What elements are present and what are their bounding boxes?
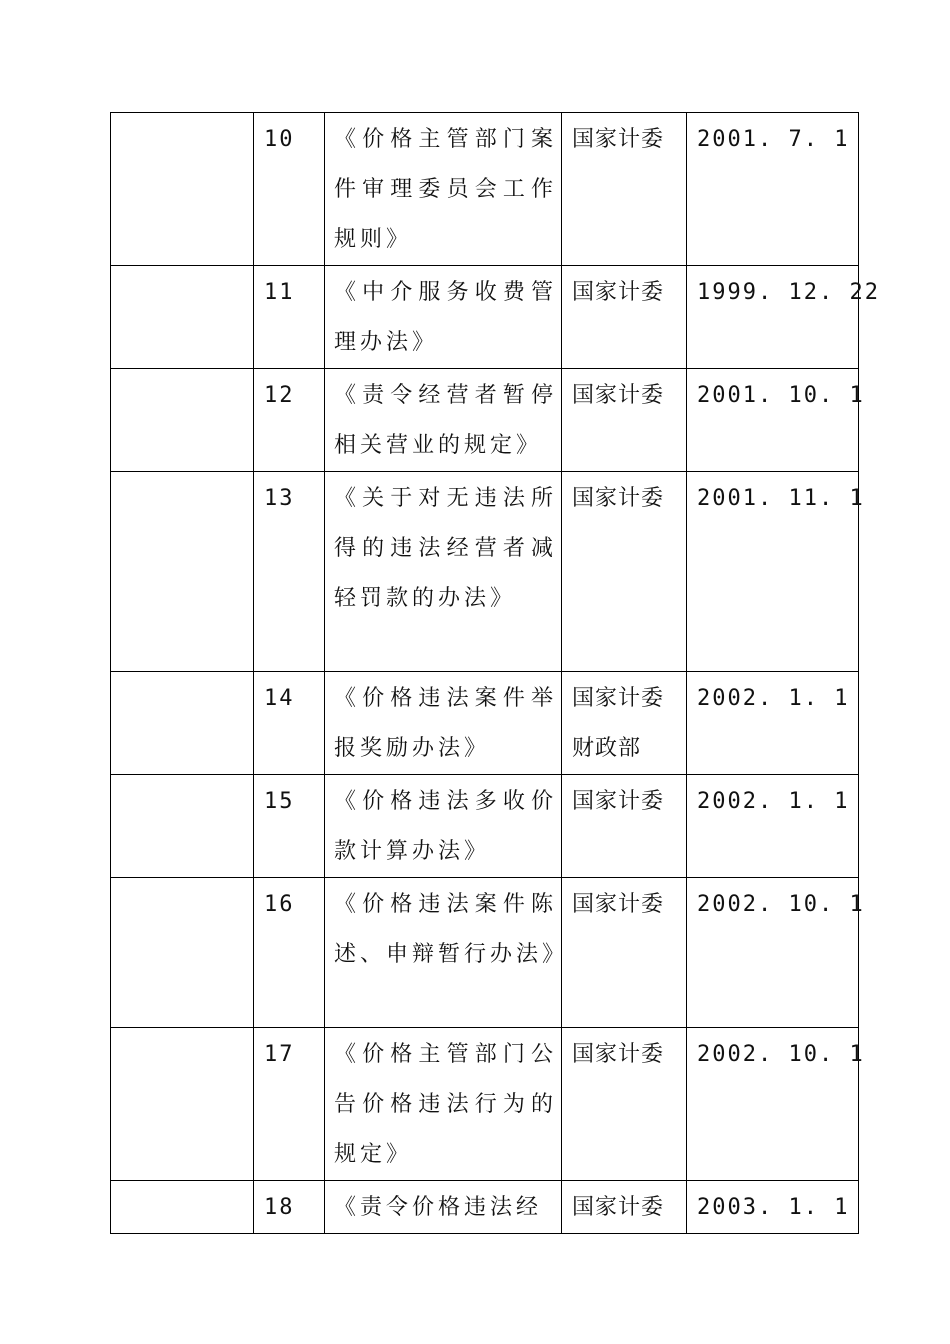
regulation-name: 《关于对无违法所得的违法经营者减轻罚款的办法》 [334,486,557,611]
effective-date: 2001. 7. 1 [687,113,859,266]
table-row [111,113,859,266]
table-row [111,266,859,369]
table-row [111,369,859,472]
row-number: 18 [254,1181,325,1234]
category-cell [111,878,254,1028]
row-number: 10 [254,113,325,266]
regulation-name: 《责令经营者暂停相关营业的规定》 [334,383,557,458]
table-row [111,472,859,672]
regulation-name-cell [325,1028,562,1181]
table-row [111,1028,859,1181]
regulation-name-cell [325,672,562,775]
regulation-name-cell [325,1181,562,1234]
issuing-authority: 国家计委 [572,686,665,711]
regulation-name: 《价格违法多收价款计算办法》 [334,789,557,864]
issuer-cell [562,369,687,472]
category-cell [111,113,254,266]
regulation-name: 《价格违法案件举报奖励办法》 [334,686,557,761]
effective-date: 2002. 10. 1 [687,1028,859,1181]
issuer-cell [562,266,687,369]
regulation-name: 《价格主管部门案件审理委员会工作规则》 [334,127,557,252]
category-cell [111,1028,254,1181]
row-number: 16 [254,878,325,1028]
issuer-cell [562,472,687,672]
issuer-cell [562,775,687,878]
issuer-cell [562,878,687,1028]
issuer-cell [562,1028,687,1181]
issuing-authority: 国家计委 [572,486,665,511]
row-number: 15 [254,775,325,878]
category-cell [111,1181,254,1234]
category-cell [111,775,254,878]
effective-date: 1999. 12. 22 [687,266,859,369]
regulation-name: 《中介服务收费管理办法》 [334,280,557,355]
effective-date: 2001. 10. 1 [687,369,859,472]
row-number: 17 [254,1028,325,1181]
regulation-name-cell [325,472,562,672]
regulation-name-cell [325,775,562,878]
issuing-authority: 国家计委 [572,383,665,408]
issuer-cell [562,113,687,266]
issuing-authority: 国家计委 [572,1195,665,1220]
effective-date: 2002. 1. 1 [687,672,859,775]
regulation-name: 《价格违法案件陈述、申辩暂行办法》 [334,892,569,967]
effective-date: 2003. 1. 1 [687,1181,859,1234]
issuer-cell [562,672,687,775]
regulations-table-body [111,113,880,1234]
regulations-table [110,112,880,1234]
regulation-name-cell [325,266,562,369]
row-number: 11 [254,266,325,369]
issuing-authority: 国家计委 [572,127,665,152]
effective-date: 2001. 11. 1 [687,472,859,672]
regulation-name-cell [325,369,562,472]
category-cell [111,472,254,672]
category-cell [111,369,254,472]
regulation-name-cell [325,113,562,266]
issuing-authority: 国家计委 [572,789,665,814]
table-row [111,775,859,878]
issuer-cell [562,1181,687,1234]
row-number: 13 [254,472,325,672]
issuing-authority: 国家计委 [572,892,665,917]
table-row [111,878,859,1028]
regulation-name-cell [325,878,569,1028]
category-cell [111,672,254,775]
row-number: 14 [254,672,325,775]
effective-date: 2002. 1. 1 [687,775,859,878]
table-row [111,672,859,775]
row-number: 12 [254,369,325,472]
category-cell [111,266,254,369]
issuing-authority: 财政部 [572,736,642,761]
issuing-authority: 国家计委 [572,280,665,305]
table-row [111,1181,859,1234]
issuing-authority: 国家计委 [572,1042,665,1067]
regulation-name: 《价格主管部门公告价格违法行为的规定》 [334,1042,557,1167]
regulation-name: 《责令价格违法经 [334,1195,543,1220]
effective-date: 2002. 10. 1 [687,878,859,1028]
